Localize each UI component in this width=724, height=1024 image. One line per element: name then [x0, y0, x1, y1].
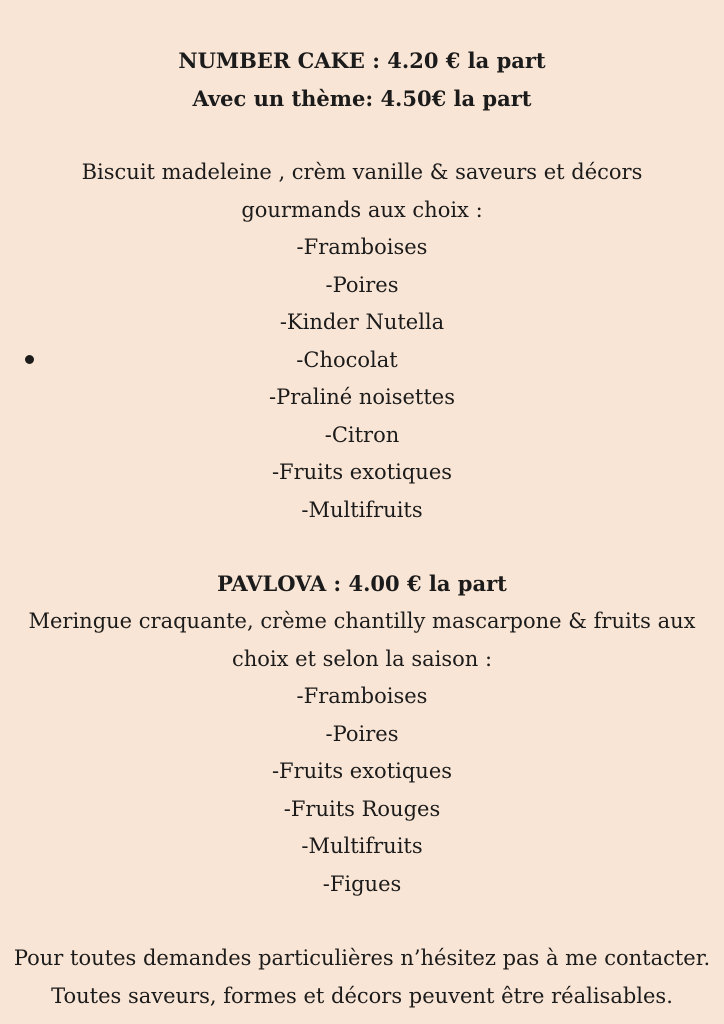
pavlova-flavor-item: -Multifruits [301, 834, 423, 858]
number-cake-flavor-item: -Poires [325, 273, 399, 297]
number-cake-theme-price: Avec un thème: 4.50€ la part [192, 86, 532, 111]
number-cake-description-line1: Biscuit madeleine , crèm vanille & saveurs et décors [81, 160, 643, 184]
number-cake-flavor-item: -Multifruits [301, 498, 423, 522]
footer-customization-line: Toutes saveurs, formes et décors peuvent être réalisables. [51, 984, 673, 1008]
pavlova-description-line2: choix et selon la saison : [231, 647, 493, 671]
number-cake-flavor-item: -Kinder Nutella [279, 310, 445, 334]
pavlova-flavor-item: -Framboises [296, 684, 428, 708]
pavlova-flavor-item: -Fruits exotiques [271, 759, 453, 783]
pavlova-flavor-item: -Figues [322, 872, 402, 896]
number-cake-flavor-item: -Fruits exotiques [271, 460, 453, 484]
number-cake-flavor-item: -Chocolat [296, 348, 398, 372]
pavlova-description-line1: Meringue craquante, crème chantilly mascarpone & fruits aux [28, 609, 696, 633]
number-cake-flavor-item: -Citron [324, 423, 400, 447]
number-cake-flavor-item: -Praliné noisettes [268, 385, 456, 409]
pavlova-flavor-item: -Poires [325, 722, 399, 746]
footer-contact-line: Pour toutes demandes particulières n’hésitez pas à me contacter. [13, 946, 711, 970]
number-cake-title: NUMBER CAKE : 4.20 € la part [178, 48, 546, 73]
pavlova-flavor-item: -Fruits Rouges [283, 797, 441, 821]
number-cake-description-line2: gourmands aux choix : [241, 198, 483, 222]
number-cake-flavor-item: -Framboises [296, 235, 428, 259]
pavlova-title: PAVLOVA : 4.00 € la part [217, 571, 507, 596]
